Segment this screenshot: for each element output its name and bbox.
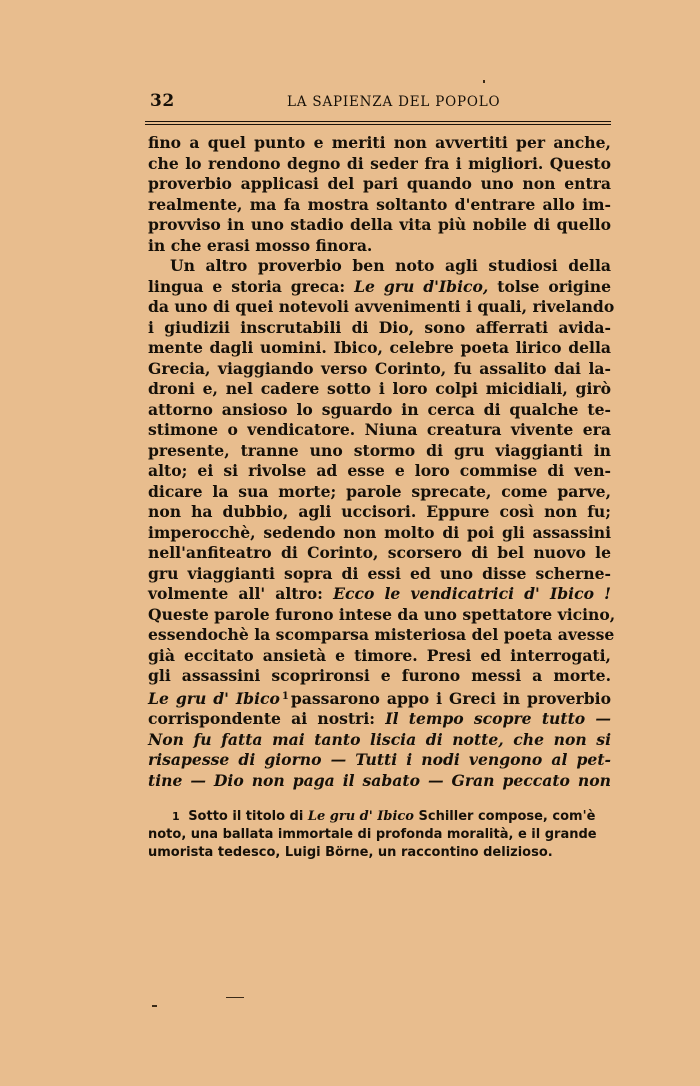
text-line: in che erasi mosso finora. bbox=[148, 235, 373, 255]
text-run: passarono appo i Greci in proverbio bbox=[290, 688, 611, 708]
running-title: LA SAPIENZA DEL POPOLO bbox=[287, 94, 501, 110]
text-line: Un altro proverbio ben noto agli studiosi della bbox=[170, 256, 611, 275]
text-line: che lo rendono degno di seder fra i migliori. Questo bbox=[148, 153, 611, 173]
text-line: stimone o vendicatore. Niuna creatura vivente era bbox=[148, 420, 611, 439]
paragraph-2 bbox=[148, 256, 616, 791]
italic-quote: Ecco le vendicatrici d' Ibico ! bbox=[333, 584, 611, 603]
text-line: presente, tranne uno stormo di gru viaggianti in bbox=[148, 440, 611, 460]
body-text bbox=[148, 133, 616, 791]
text-line: droni e, nel cadere sotto i loro colpi micidiali, girò bbox=[148, 379, 611, 398]
text-run: lingua e storia greca: bbox=[148, 276, 346, 296]
text-line: alto; ei si rivolse ad esse e loro commise di ven- bbox=[148, 461, 611, 480]
text-line: gru viaggianti sopra di essi ed uno disse scherne- bbox=[148, 563, 611, 583]
text-line: da uno di quei notevoli avvenimenti i quali, rivelando bbox=[148, 297, 615, 316]
text-run: volmente all' altro: bbox=[148, 584, 323, 603]
footnote-line: noto, una ballata immortale di profonda moralità, e il grande bbox=[148, 827, 597, 842]
text-line: realmente, ma fa mostra soltanto d'entrare allo im- bbox=[148, 194, 611, 214]
text-line bbox=[148, 687, 611, 710]
text-line: dicare la sua morte; parole sprecate, come parve, bbox=[148, 481, 611, 501]
text-line: tine — Dio non paga il sabato — Gran peccato non bbox=[148, 770, 611, 790]
text-line: risapesse di giorno — Tutti i nodi vengono al pet- bbox=[148, 750, 611, 769]
ink-mark bbox=[226, 997, 244, 998]
footnote-line bbox=[148, 808, 611, 826]
italic-title: Le gru d' Ibico bbox=[148, 688, 280, 708]
footnote-number: 1 bbox=[172, 810, 180, 823]
text-line: proverbio applicasi del pari quando uno non entra bbox=[148, 174, 611, 193]
text-line: imperocchè, sedendo non molto di poi gli assassini bbox=[148, 522, 611, 542]
footnote-reference[interactable]: 1 bbox=[281, 690, 289, 702]
text-line: Queste parole furono intese da uno spettatore vicino, bbox=[148, 604, 616, 624]
italic-title: Le gru d' Ibico bbox=[307, 809, 414, 824]
footnote bbox=[148, 808, 611, 862]
text-line: nell'anfiteatro di Corinto, scorsero di bel nuovo le bbox=[148, 543, 611, 562]
header-rule-bottom bbox=[145, 124, 611, 125]
text-line: gli assassini scoprironsi e furono messi a morte. bbox=[148, 666, 611, 685]
header-rule-top bbox=[145, 121, 611, 122]
text-run: tolse origine bbox=[497, 276, 611, 296]
italic-proverb: Il tempo scopre tutto — bbox=[385, 709, 611, 728]
text-line bbox=[148, 277, 611, 298]
paragraph-1 bbox=[148, 133, 611, 256]
text-run: Schiller compose, com'è bbox=[418, 809, 596, 824]
text-line: essendochè la scomparsa misteriosa del poeta avesse bbox=[148, 625, 615, 644]
text-line: mente dagli uomini. Ibico, celebre poeta lirico della bbox=[148, 338, 611, 357]
ink-mark bbox=[152, 1005, 157, 1007]
text-line: fino a quel punto e meriti non avvertiti per anche, bbox=[148, 133, 611, 152]
text-line: attorno ansioso lo sguardo in cerca di qualche te- bbox=[148, 399, 611, 419]
text-run: Sotto il titolo di bbox=[188, 809, 304, 824]
text-line: Grecia, viaggiando verso Corinto, fu assalito dai la- bbox=[148, 358, 611, 378]
text-line: già eccitato ansietà e timore. Presi ed interrogati, bbox=[148, 645, 611, 665]
text-line bbox=[148, 709, 611, 730]
italic-title: Le gru d'Ibico, bbox=[354, 276, 489, 296]
footnote-line: umorista tedesco, Luigi Börne, un raccontino delizioso. bbox=[148, 845, 553, 860]
text-line: provviso in uno stadio della vita più nobile di quello bbox=[148, 215, 611, 234]
text-run: corrispondente ai nostri: bbox=[148, 709, 376, 728]
page-number: 32 bbox=[150, 91, 175, 111]
text-line bbox=[148, 584, 611, 605]
ink-speck bbox=[483, 80, 485, 83]
text-line: i giudizii inscrutabili di Dio, sono afferrati avida- bbox=[148, 317, 611, 337]
text-line: non ha dubbio, agli uccisori. Eppure così non fu; bbox=[148, 502, 611, 521]
text-line: Non fu fatta mai tanto liscia di notte, che non si bbox=[148, 729, 611, 749]
